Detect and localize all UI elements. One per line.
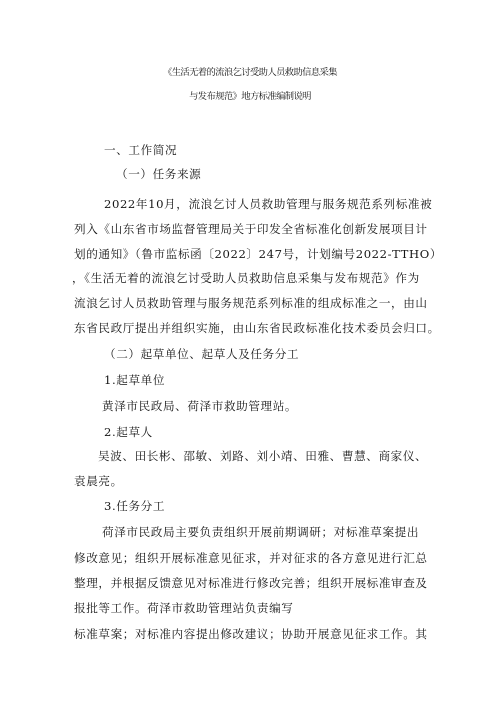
body-line: 修改意见；组织开展标准意见征求，并对征求的各方意见进行汇总 xyxy=(74,551,428,565)
body-line: 整理，并根据反馈意见对标准进行修改完善；组织开展标准审查及 xyxy=(74,576,428,590)
body-line: 划的通知》（鲁市监标函〔2022〕247号，计划编号2022-TTHO） xyxy=(74,247,443,261)
body-line: 标准草案；对标准内容提出修改建议；协助开展意见征求工作。其 xyxy=(74,627,428,641)
body-line: ，《生活无着的流浪乞讨受助人员救助信息采集与发布规范》作为 xyxy=(72,271,420,285)
body-line: 荷泽市民政局主要负责组织开展前期调研；对标准草案提出 xyxy=(102,525,420,539)
section-heading-work-overview: 一、工作简况 xyxy=(104,143,178,157)
body-line: 黄泽市民政局、荷泽市救助管理站。 xyxy=(102,399,298,413)
document-title-line-1: 《生活无着的流浪乞讨受助人员救助信息采集 xyxy=(163,67,337,78)
document-title-line-2: 与发布规范》地方标准编制说明 xyxy=(189,91,311,102)
body-line: 流浪乞讨人员救助管理与服务规范系列标准的组成标准之一，由山 xyxy=(74,296,428,310)
body-line: 报批等工作。荷泽市救助管理站负责编写 xyxy=(74,601,294,615)
body-line: 吴波、田长彬、邵敏、刘路、刘小靖、田雅、曹慧、商家仪、 xyxy=(98,449,428,463)
body-line: 袁晨亮。 xyxy=(74,474,123,488)
body-line: 东省民政厅提出并组织实施，由山东省民政标准化技术委员会归口。 xyxy=(74,321,440,335)
item-heading-drafters: 2.起草人 xyxy=(104,425,153,439)
item-heading-task-division: 3.任务分工 xyxy=(104,499,166,513)
body-line: 列入《山东省市场监督管理局关于印发全省标准化创新发展项目计 xyxy=(74,222,428,236)
item-heading-drafting-unit: 1.起草单位 xyxy=(104,373,166,387)
subsection-heading-drafters: （二）起草单位、起草人及任务分工 xyxy=(104,347,300,361)
subsection-heading-task-source: （一）任务来源 xyxy=(116,167,202,181)
body-line: 2022年10月，流浪乞讨人员救助管理与服务规范系列标准被 xyxy=(104,197,433,211)
